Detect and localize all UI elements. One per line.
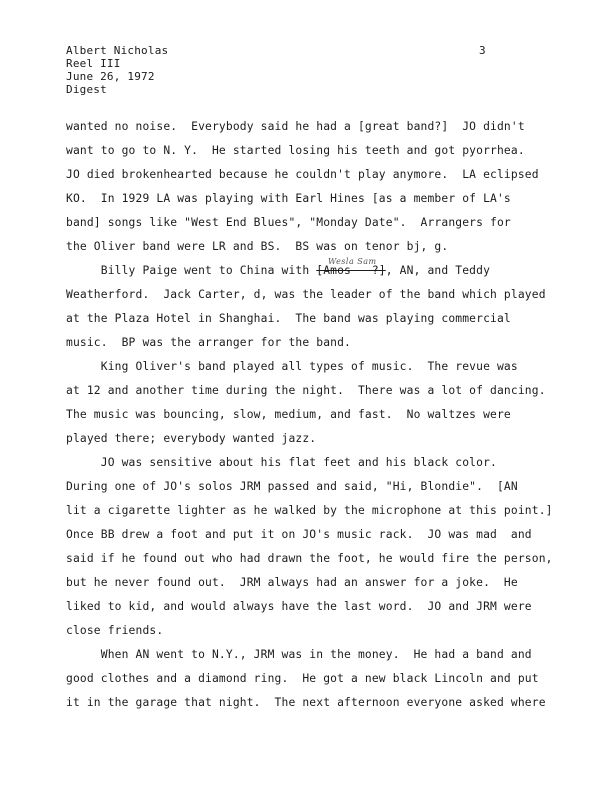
text-line: Weatherford. Jack Carter, d, was the leader of the band which played <box>66 288 546 301</box>
text-line: played there; everybody wanted jazz. <box>66 432 317 445</box>
document-type: Digest <box>66 83 107 96</box>
text-line: good clothes and a diamond ring. He got a new black Lincoln and put <box>66 672 539 685</box>
text-line: want to go to N. Y. He started losing his teeth and got pyorrhea. <box>66 144 525 157</box>
text-line: it in the garage that night. The next afternoon everyone asked where <box>66 696 546 709</box>
text-line: said if he found out who had drawn the foot, he would fire the person, <box>66 552 553 565</box>
text-line: close friends. <box>66 624 164 637</box>
document-header <box>66 44 168 96</box>
text-line: the Oliver band were LR and BS. BS was on tenor bj, g. <box>66 240 449 253</box>
text-line: wanted no noise. Everybody said he had a [great band?] JO didn't <box>66 120 525 133</box>
text-line-end: , AN, and Teddy <box>385 264 491 277</box>
text-line: Once BB drew a foot and put it on JO's music rack. JO was mad and <box>66 528 532 541</box>
text-line: When AN went to N.Y., JRM was in the money. He had a band and <box>66 648 532 661</box>
struck-out-text: [Amos ?] <box>316 264 386 277</box>
text-line: JO died brokenhearted because he couldn't play anymore. LA eclipsed <box>66 168 539 181</box>
text-line-start: Billy Paige went to China with <box>66 264 317 277</box>
text-line: King Oliver's band played all types of music. The revue was <box>66 360 518 373</box>
page-number: 3 <box>479 44 486 57</box>
handwritten-annotation: Wesla Sam <box>328 257 377 266</box>
text-line: KO. In 1929 LA was playing with Earl Hines [as a member of LA's <box>66 192 511 205</box>
text-line-with-correction <box>66 264 490 278</box>
reel-label: Reel III <box>66 57 121 70</box>
text-line: at 12 and another time during the night. There was a lot of dancing. <box>66 384 546 397</box>
text-line: The music was bouncing, slow, medium, and fast. No waltzes were <box>66 408 511 421</box>
text-line: liked to kid, and would always have the last word. JO and JRM were <box>66 600 532 613</box>
text-line: at the Plaza Hotel in Shanghai. The band was playing commercial <box>66 312 511 325</box>
text-line: but he never found out. JRM always had an answer for a joke. He <box>66 576 518 589</box>
text-line: JO was sensitive about his flat feet and his black color. <box>66 456 497 469</box>
text-line: music. BP was the arranger for the band. <box>66 336 352 349</box>
interview-date: June 26, 1972 <box>66 70 155 83</box>
text-line: lit a cigarette lighter as he walked by the microphone at this point.] <box>66 504 553 517</box>
text-line: band] songs like "West End Blues", "Monday Date". Arrangers for <box>66 216 511 229</box>
interviewee-name: Albert Nicholas <box>66 44 169 57</box>
text-line: During one of JO's solos JRM passed and said, "Hi, Blondie". [AN <box>66 480 518 493</box>
